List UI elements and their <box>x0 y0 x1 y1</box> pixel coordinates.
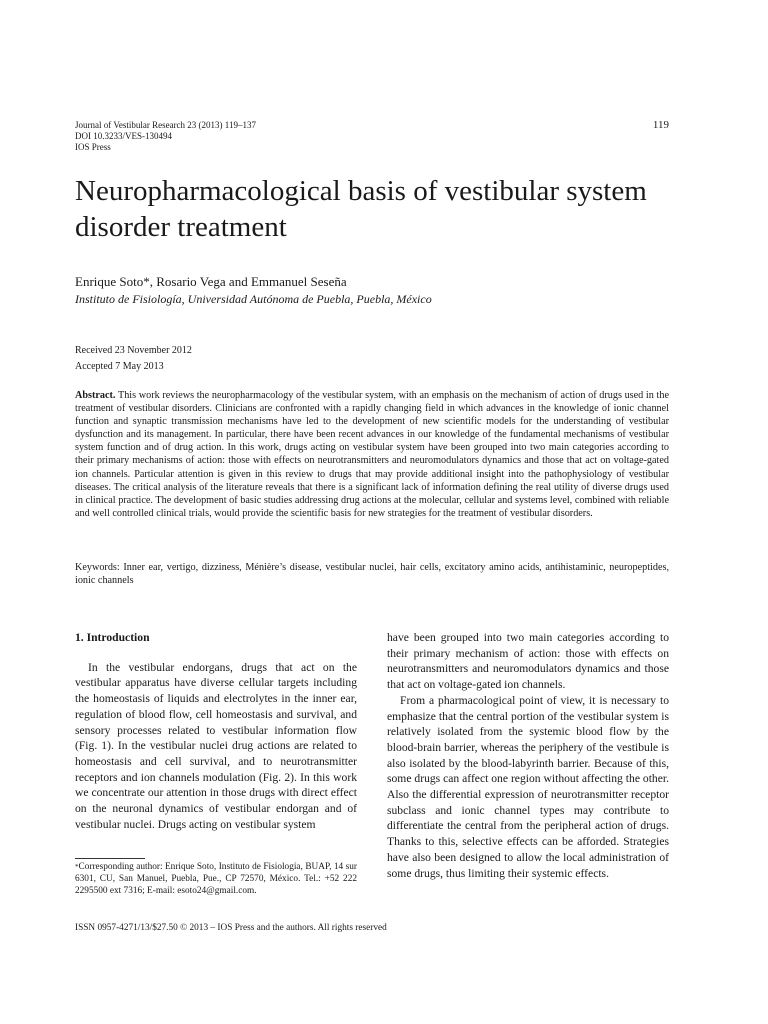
section-heading: 1. Introduction <box>75 631 150 644</box>
received-date: Received 23 November 2012 <box>75 345 192 356</box>
page-number: 119 <box>652 119 669 131</box>
article-title: Neuropharmacological basis of vestibular system disorder treatment <box>75 175 647 243</box>
publisher: IOS Press <box>75 142 111 152</box>
footnote <box>75 861 357 898</box>
right-column <box>387 630 669 881</box>
article-dates <box>75 343 375 375</box>
body-paragraph: have been grouped into two main categories according to their primary mechanism of action: those with effects on neurotransmitters and neuromodulators dynamics and those that act on voltage-gated ion channels. <box>387 631 669 692</box>
copyright-footer: ISSN 0957-4271/13/$27.50 © 2013 – IOS Press and the authors. All rights reserved <box>75 923 387 933</box>
abstract-text: This work reviews the neuropharmacology of the vestibular system, with an emphasis on the mechanism of action of drugs used in the treatment of vestibular disorders. Clinicians are confronted with a rapidly changing field in which advances in the knowledge of ionic channel function and synaptic transmission mechanisms have led to the development of new scientific models for the understanding of vestibular dysfunction and its management. In particular, there have been recent advances in our knowledge of the fundamental mechanisms of vestibular system function and of drug action. In this work, drugs acting on vestibular system have been grouped into two main categories according to their primary mechanisms of action: those with effects on neurotransmitters and neuromodulators dynamics and those that act on voltage-gated ion channels. Particular attention is given in this review to drugs that may provide additional insight into the pathophysiology of vestibular diseases. The critical analysis of the literature reveals that there is a significant lack of information defining the real utility of diverse drugs used in clinical practice. The development of basic studies addressing drug actions at the molecular, cellular and systems level, combined with reliable and well controlled clinical trials, would provide the scientific basis for new strategies for the treatment of vestibular disorders. <box>75 390 669 519</box>
accepted-date: Accepted 7 May 2013 <box>75 361 164 372</box>
abstract <box>75 389 669 520</box>
abstract-label: Abstract. <box>75 390 116 401</box>
journal-header <box>75 120 669 153</box>
journal-citation: Journal of Vestibular Research 23 (2013) 119–137 <box>75 120 256 130</box>
left-column <box>75 630 357 832</box>
affiliation: Instituto de Fisiología, Universidad Autónoma de Puebla, Puebla, México <box>75 292 432 306</box>
footnote-divider <box>75 858 145 859</box>
footnote-marker: * <box>75 863 79 871</box>
footnote-text: Corresponding author: Enrique Soto, Instituto de Fisiología, BUAP, 14 sur 6301, CU, San Manuel, Puebla, Pue., CP 72570, México. Tel.: +52 222 2295500 ext 7316; E-mail: esoto24@gmail.com. <box>75 862 357 897</box>
author-list: Enrique Soto*, Rosario Vega and Emmanuel Seseña <box>75 274 347 289</box>
doi: DOI 10.3233/VES-130494 <box>75 131 172 141</box>
body-paragraph: From a pharmacological point of view, it is necessary to emphasize that the central portion of the vestibular system is relatively isolated from the systemic blood flow by the blood-brain barrier, whereas the periphery of the vestibule is also isolated by the blood-labyrinth barrier. Because of this, some drugs can affect one region without affecting the other. Also the differential expression of neurotransmitter receptor subclass and ionic channel types may contribute to differentiate the central from the peripheral action of drugs. Thanks to this, selective effects can be afforded. Strategies have also been designed to allow the local administration of some drugs, thus limiting their systemic effects. <box>387 693 669 880</box>
keywords: Keywords: Inner ear, vertigo, dizziness, Ménière’s disease, vestibular nuclei, hair cells, excitatory amino acids, antihistaminic, neuropeptides, ionic channels <box>75 562 669 587</box>
body-paragraph: In the vestibular endorgans, drugs that act on the vestibular apparatus have diverse cellular targets including the homeostasis of liquids and electrolytes in the inner ear, regulation of blood flow, cell homeostasis and survival, and sensory processes related to vestibular information flow (Fig. 1). In the vestibular nuclei drug actions are related to homeostasis and cell survival, and to neurotransmitter receptors and ion channels modulation (Fig. 2). In this work we concentrate our attention in those drugs with direct effect on the neuronal dynamics of vestibular endorgan and of vestibular nuclei. Drugs acting on vestibular system <box>75 660 357 831</box>
